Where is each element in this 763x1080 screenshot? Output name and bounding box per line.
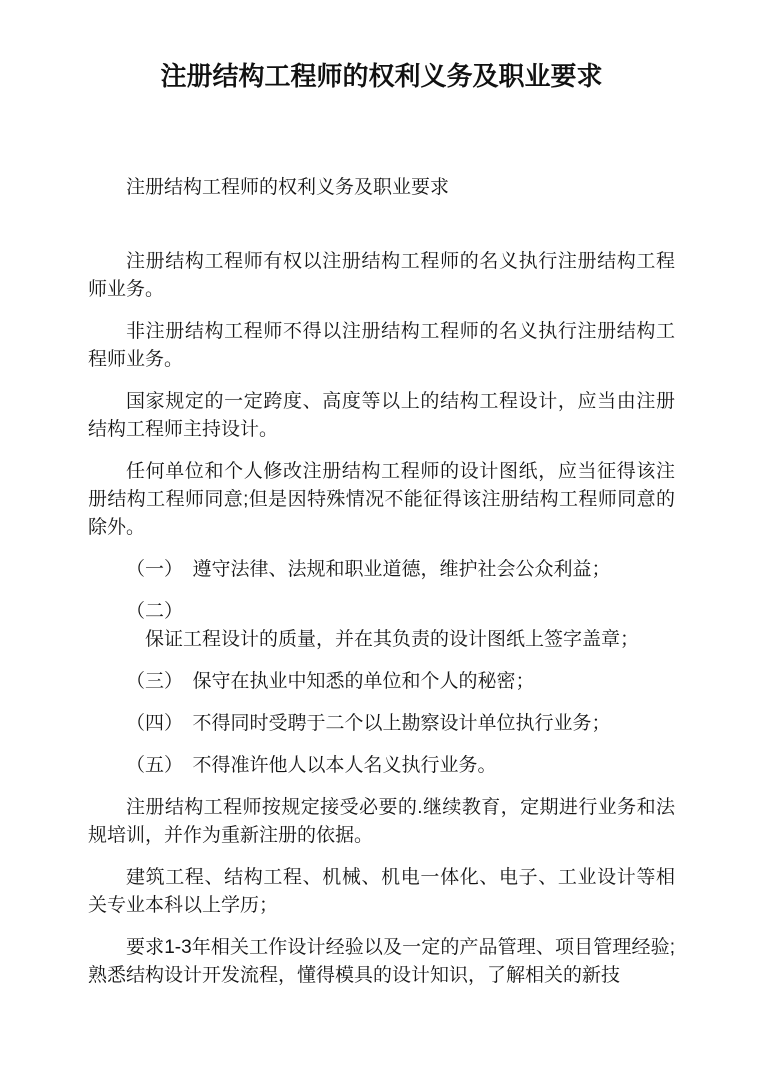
document-subtitle: 注册结构工程师的权利义务及职业要求 [126,177,450,198]
list-item-4: （四） 不得同时受聘于二个以上勘察设计单位执行业务； [126,713,611,734]
list-item-5: （五） 不得准许他人以本人名义执行业务。 [126,755,497,776]
list-item-1: （一） 遵守法律、法规和职业道德，维护社会公众利益； [126,559,611,580]
list-item-3: （三） 保守在执业中知悉的单位和个人的秘密； [126,671,535,692]
body-paragraph-1: 注册结构工程师有权以注册结构工程师的名义执行注册结构工程师业务。 [88,251,675,300]
body-paragraph-3: 国家规定的一定跨度、高度等以上的结构工程设计，应当由注册结构工程师主持设计。 [88,391,675,440]
body-paragraph-4: 任何单位和个人修改注册结构工程师的设计图纸，应当征得该注册结构工程师同意;但是因特殊情况不能征得该注册结构工程师同意的除外。 [88,461,675,538]
body-paragraph-2: 非注册结构工程师不得以注册结构工程师的名义执行注册结构工程师业务。 [88,321,675,370]
list-item-2-label: （二） [126,601,184,622]
body-paragraph-5: 注册结构工程师按规定接受必要的.继续教育，定期进行业务和法规培训，并作为重新注册的依据。 [88,797,675,846]
list-item-2-text: 保证工程设计的质量，并在其负责的设计图纸上签字盖章； [145,629,640,650]
document-title: 注册结构工程师的权利义务及职业要求 [160,61,603,91]
body-paragraph-7: 要求1-3年相关工作设计经验以及一定的产品管理、项目管理经验;熟悉结构设计开发流程，懂得模具的设计知识，了解相关的新技 [88,937,675,986]
body-paragraph-6: 建筑工程、结构工程、机械、机电一体化、电子、工业设计等相关专业本科以上学历； [88,867,675,916]
